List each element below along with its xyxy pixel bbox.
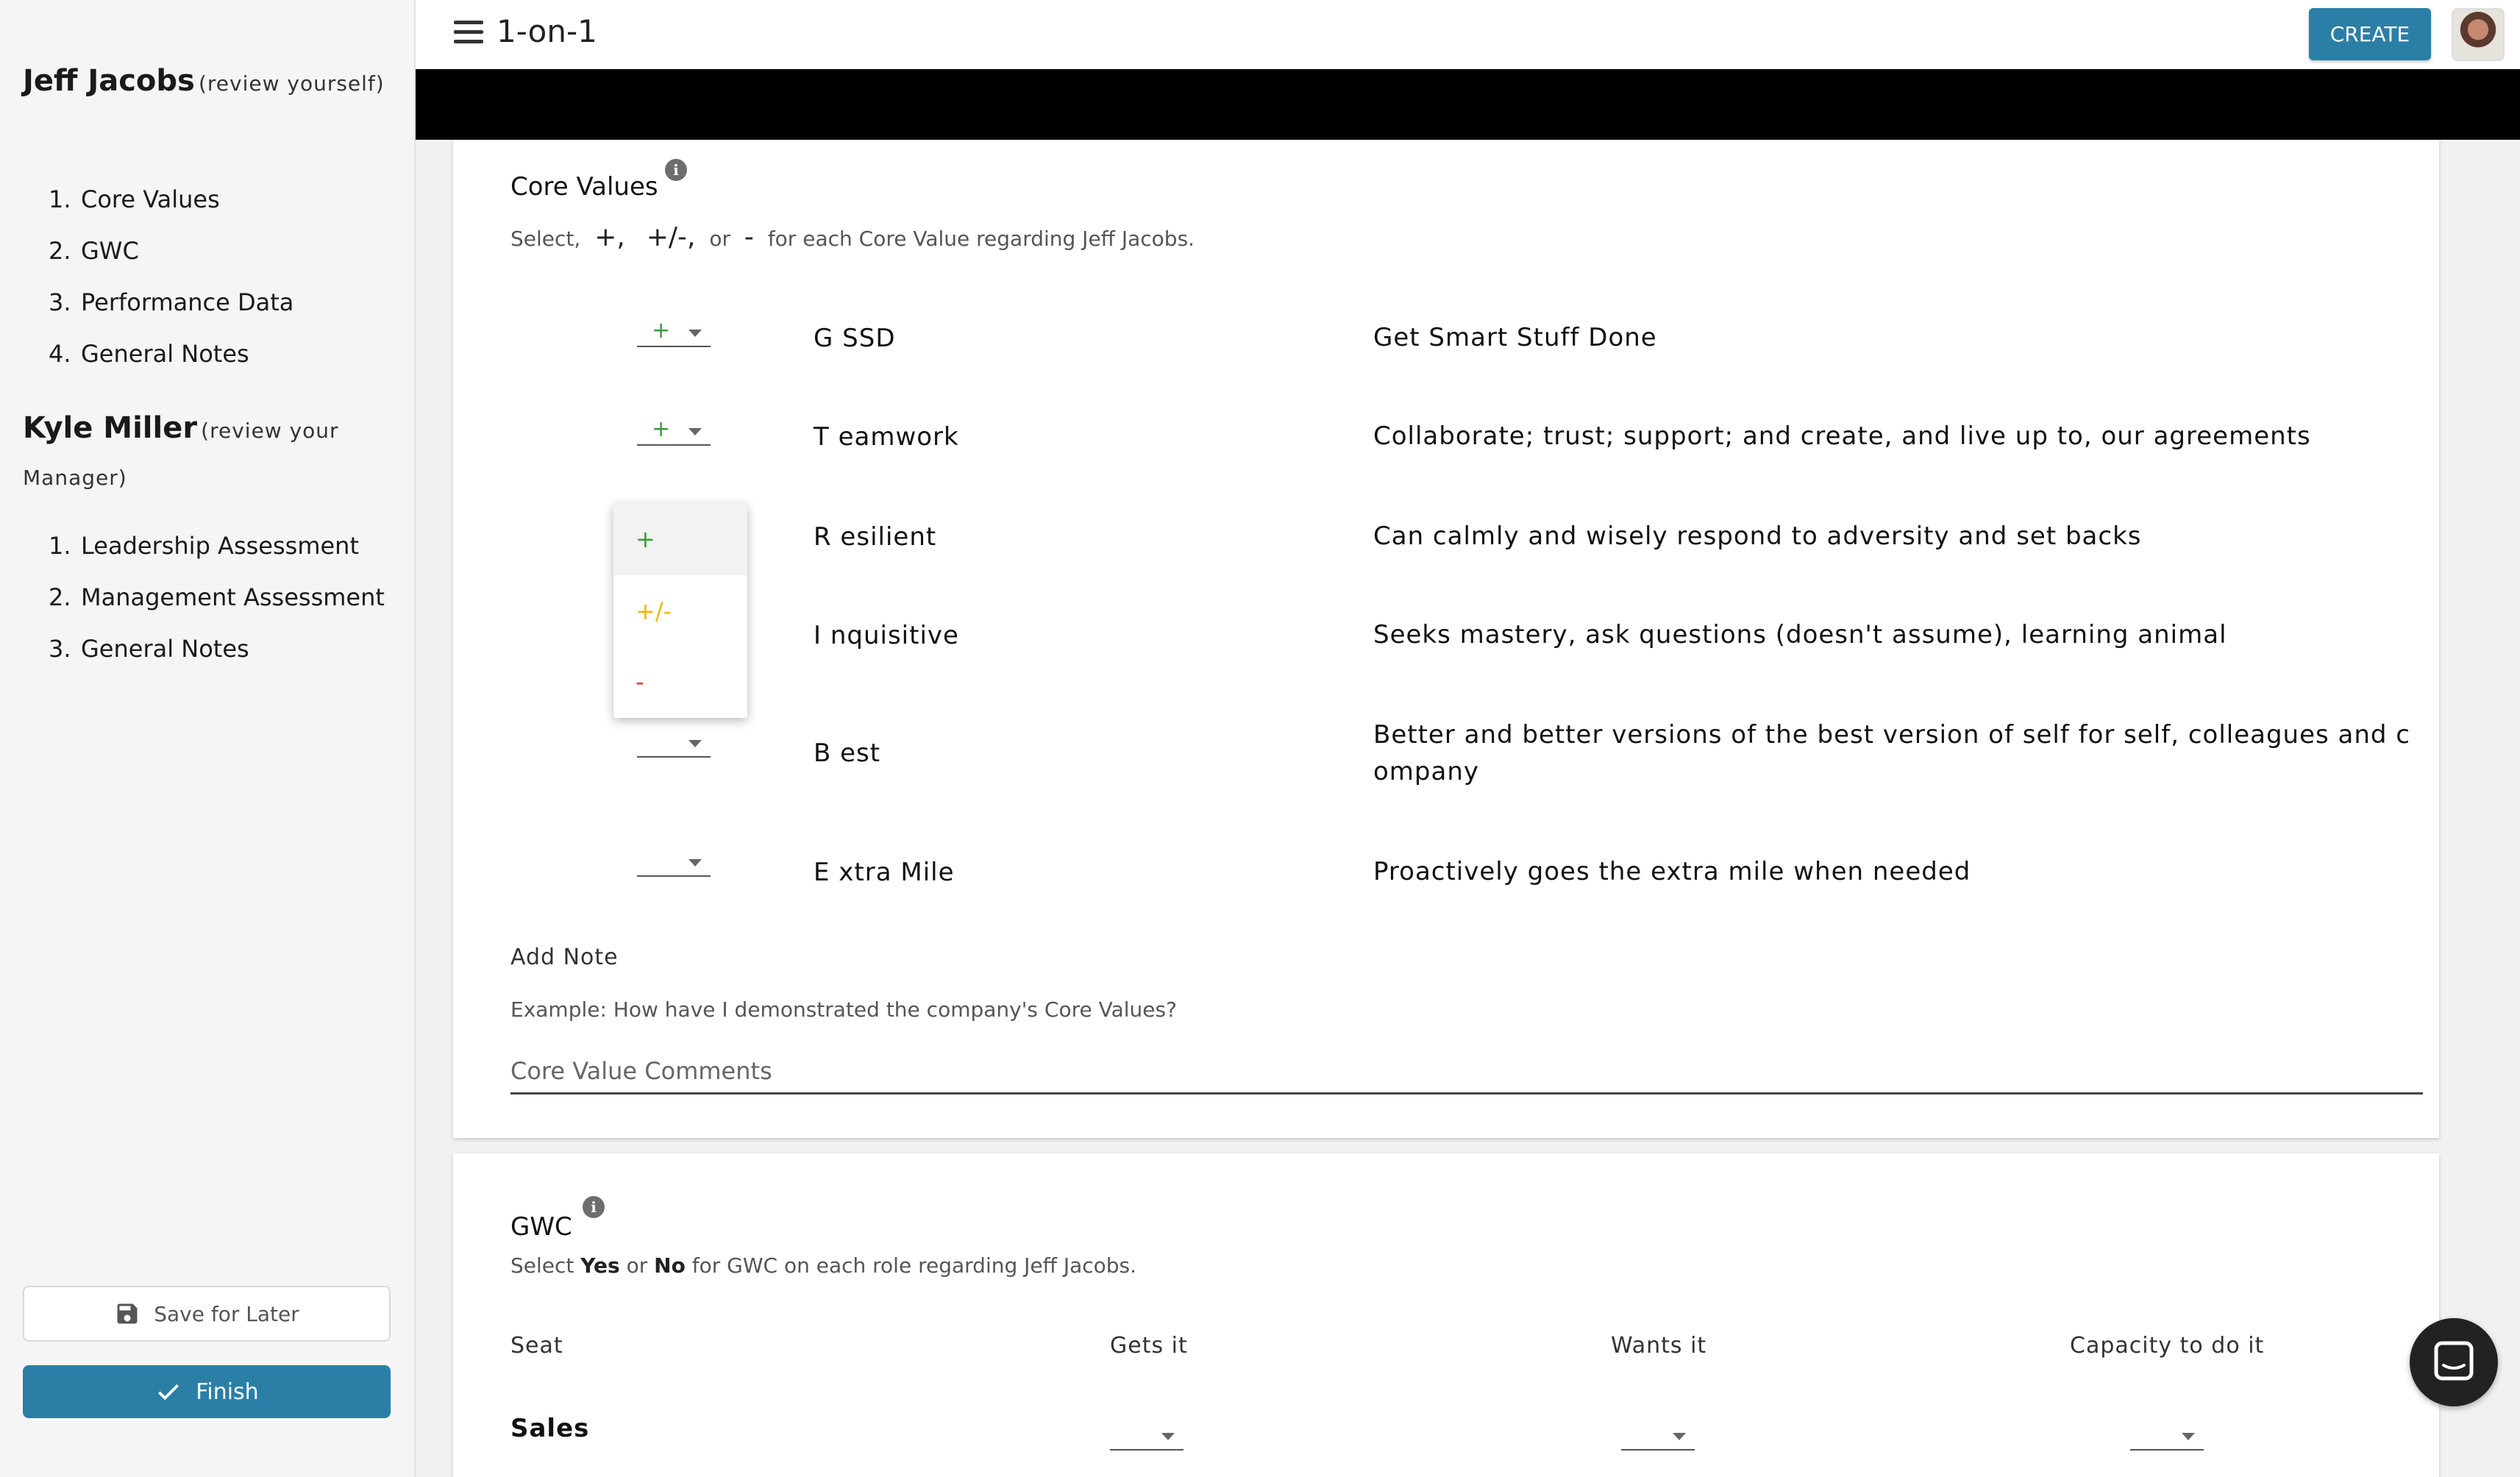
core-value-description: Collaborate; trust; support; and create, and live up to, our agreements — [1373, 421, 2311, 451]
sidebar-item-performance-data[interactable] — [49, 277, 293, 328]
item-number: 3. — [49, 288, 71, 316]
chevron-down-icon — [2182, 1433, 2195, 1440]
chevron-down-icon — [1161, 1433, 1175, 1440]
core-value-code: E xtra Mile — [814, 858, 955, 887]
sidebar-item-label: Management Assessment — [81, 583, 385, 611]
instruction-text: or — [709, 227, 730, 251]
dropdown-option-plus[interactable]: + — [613, 503, 747, 575]
sidebar-item-label: General Notes — [81, 340, 249, 368]
reviewee-name: Kyle Miller — [23, 411, 198, 445]
sidebar-item-label: Leadership Assessment — [81, 532, 359, 560]
reviewee-name: Jeff Jacobs — [23, 64, 195, 98]
core-value-description: Get Smart Stuff Done — [1373, 323, 1657, 352]
check-icon — [154, 1378, 182, 1406]
nav-list-jeff — [49, 174, 293, 380]
save-for-later-button[interactable] — [23, 1286, 391, 1342]
option-symbol: - — [744, 222, 754, 252]
sidebar-item-management-assessment[interactable] — [49, 572, 385, 623]
core-value-description: Better and better versions of the best version of self for self, colleagues and c ompany — [1373, 720, 2411, 786]
capacity-select[interactable] — [2130, 1421, 2204, 1451]
sidebar-item-label: Core Values — [81, 185, 220, 213]
column-header-wants-it: Wants it — [1611, 1333, 1707, 1359]
core-value-description: Can calmly and wisely respond to adversity and set backs — [1373, 522, 2142, 551]
instruction-text: or — [626, 1253, 648, 1278]
note-example-text: Example: How have I demonstrated the company's Core Values? — [510, 997, 1177, 1022]
item-number: 2. — [49, 583, 71, 611]
core-value-code: R esilient — [814, 522, 937, 552]
dropdown-option-plus-minus[interactable]: +/- — [636, 597, 672, 625]
gwc-instruction — [510, 1253, 1136, 1278]
core-values-card — [453, 140, 2439, 1138]
page-title: 1-on-1 — [496, 13, 597, 49]
reviewee-sub: (review your Manager) — [23, 419, 339, 490]
core-value-select-best[interactable] — [637, 728, 711, 758]
gets-it-select[interactable] — [1110, 1421, 1184, 1451]
column-header-gets-it: Gets it — [1110, 1333, 1188, 1359]
chat-launcher-button[interactable] — [2410, 1318, 2498, 1406]
section-title: Core Values — [510, 172, 658, 202]
instruction-text: for GWC on each role regarding Jeff Jacobs. — [691, 1253, 1137, 1278]
column-header-capacity: Capacity to do it — [2070, 1333, 2265, 1359]
finish-button[interactable] — [23, 1365, 391, 1418]
core-value-dropdown-menu — [613, 503, 747, 718]
sidebar-item-general-notes-kyle[interactable] — [49, 623, 385, 675]
info-icon[interactable]: i — [583, 1196, 605, 1218]
save-label: Save for Later — [154, 1301, 299, 1326]
wants-it-select[interactable] — [1621, 1421, 1695, 1451]
dropdown-option-minus[interactable]: - — [636, 668, 644, 696]
chevron-down-icon — [688, 859, 702, 866]
core-value-description: Seeks mastery, ask questions (doesn't assume), learning animal — [1373, 620, 2227, 649]
section-title: GWC — [510, 1212, 572, 1242]
gwc-card — [453, 1153, 2439, 1477]
core-value-description: Proactively goes the extra mile when needed — [1373, 857, 1971, 886]
menu-icon[interactable] — [454, 21, 483, 47]
reviewee-header-jeff — [23, 59, 398, 109]
selected-value: + — [652, 318, 671, 344]
header-banner — [416, 69, 2520, 140]
core-value-code: G SSD — [814, 324, 896, 353]
sidebar-item-label: Performance Data — [81, 288, 294, 316]
item-number: 4. — [49, 340, 71, 368]
chat-icon — [2410, 1318, 2498, 1406]
instruction-text: for each Core Value regarding Jeff Jacobs. — [767, 227, 1195, 251]
finish-label: Finish — [196, 1378, 259, 1405]
core-values-instruction — [510, 222, 1195, 252]
core-value-code: I nquisitive — [814, 621, 959, 650]
chevron-down-icon — [688, 428, 702, 435]
avatar[interactable] — [2452, 8, 2505, 61]
column-header-seat: Seat — [510, 1333, 563, 1359]
chevron-down-icon — [1673, 1433, 1686, 1440]
sidebar-item-general-notes[interactable] — [49, 328, 293, 380]
item-number: 1. — [49, 532, 71, 560]
add-note-label: Add Note — [510, 944, 619, 970]
chevron-down-icon — [688, 740, 702, 747]
core-value-code: B est — [814, 738, 881, 768]
option-symbol: +, — [594, 222, 625, 252]
instruction-text: Select — [510, 1253, 574, 1278]
nav-list-kyle — [49, 520, 385, 675]
instruction-no: No — [654, 1253, 686, 1278]
create-button[interactable]: CREATE — [2309, 8, 2431, 60]
sidebar-item-label: General Notes — [81, 635, 249, 663]
instruction-yes: Yes — [580, 1253, 620, 1278]
core-value-comments-input[interactable] — [510, 1049, 2423, 1095]
core-value-select-gssd[interactable] — [637, 318, 711, 347]
selected-value: + — [652, 416, 671, 442]
info-icon[interactable]: i — [665, 159, 687, 181]
top-app-bar — [416, 0, 2520, 69]
item-number: 2. — [49, 237, 71, 265]
item-number: 1. — [49, 185, 71, 213]
sidebar-item-label: GWC — [81, 237, 139, 265]
instruction-text: Select, — [510, 227, 581, 251]
save-icon — [114, 1300, 140, 1327]
gwc-seat-name: Sales — [510, 1414, 590, 1443]
option-symbol: +/-, — [646, 222, 696, 252]
reviewee-sub: (review yourself) — [198, 71, 385, 96]
sidebar — [0, 0, 416, 1477]
reviewee-header-kyle — [23, 406, 398, 503]
sidebar-item-leadership-assessment[interactable] — [49, 520, 385, 572]
sidebar-item-core-values[interactable] — [49, 174, 293, 225]
item-number: 3. — [49, 635, 71, 663]
core-value-select-extra-mile[interactable] — [637, 847, 711, 877]
chevron-down-icon — [688, 330, 702, 337]
sidebar-item-gwc[interactable] — [49, 225, 293, 277]
core-value-code: T eamwork — [814, 422, 959, 452]
core-value-select-teamwork[interactable] — [637, 416, 711, 446]
